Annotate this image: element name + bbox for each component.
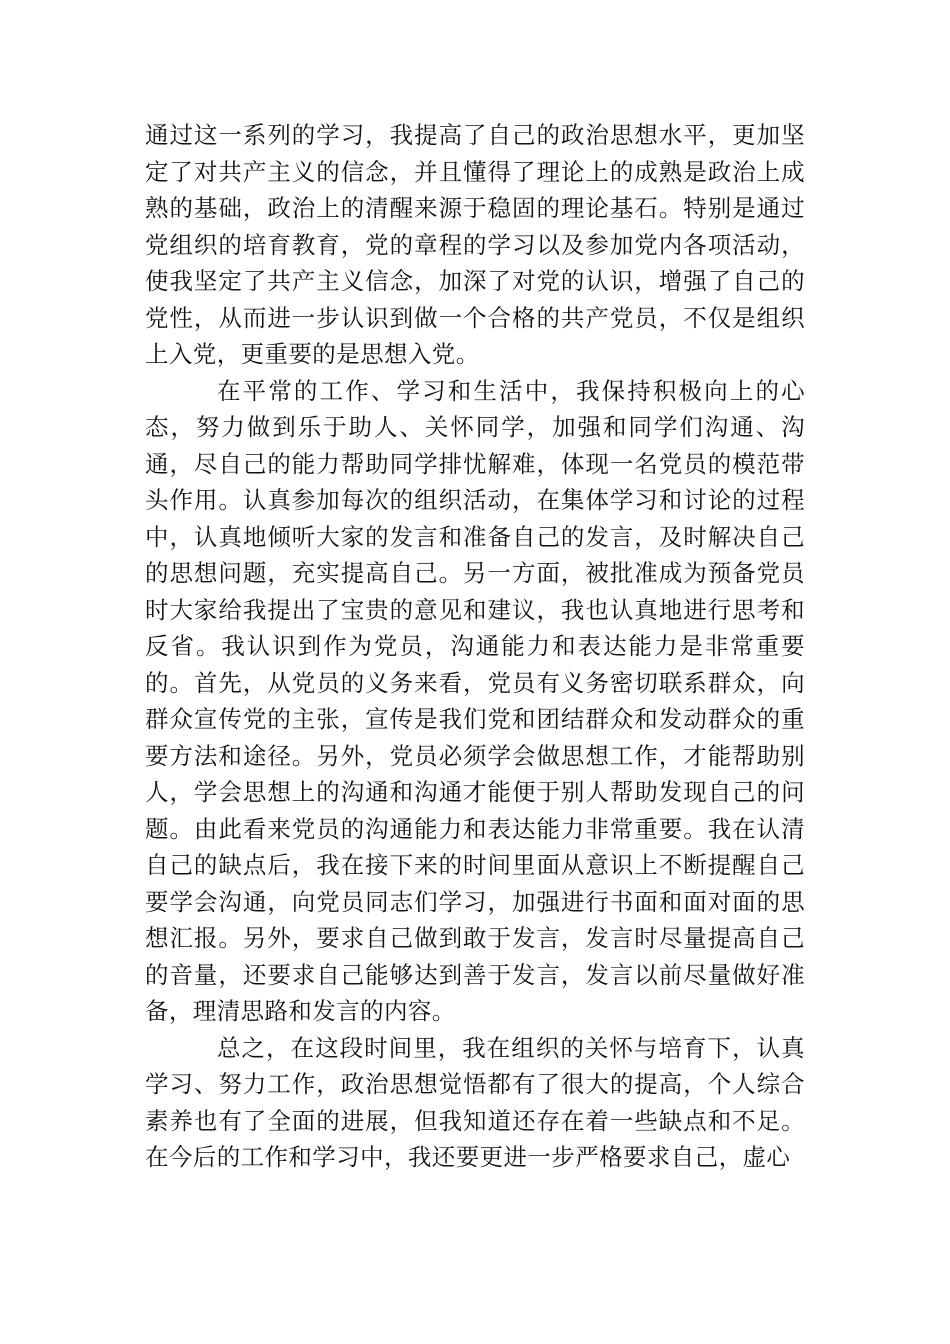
document-body xyxy=(145,117,805,1176)
paragraph-3: 总之，在这段时间里，我在组织的关怀与培育下，认真学习、努力工作，政治思想觉悟都有了很大的提高，个人综合素养也有了全面的进展，但我知道还存在着一些缺点和不足。在今后的工作和学习中，我还要更进一步严格要求自己，虚心 xyxy=(145,1033,805,1171)
paragraph-2: 在平常的工作、学习和生活中，我保持积极向上的心态，努力做到乐于助人、关怀同学，加强和同学们沟通、沟通，尽自己的能力帮助同学排忧解难，体现一名党员的模范带头作用。认真参加每次的组织活动，在集体学习和讨论的过程中，认真地倾听大家的发言和准备自己的发言，及时解决自己的思想问题，充实提高自己。另一方面，被批准成为预备党员时大家给我提出了宝贵的意见和建议，我也认真地进行思考和反省。我认识到作为党员，沟通能力和表达能力是非常重要的。首先，从党员的义务来看，党员有义务密切联系群众，向群众宣传党的主张，宣传是我们党和团结群众和发动群众的重要方法和途径。另外，党员必须学会做思想工作，才能帮助别人，学会思想上的沟通和沟通才能便于别人帮助发现自己的问题。由此看来党员的沟通能力和表达能力非常重要。我在认清自己的缺点后，我在接下来的时间里面从意识上不断提醒自己要学会沟通，向党员同志们学习，加强进行书面和面对面的思想汇报。另外，要求自己做到敢于发言，发言时尽量提高自己的音量，还要求自己能够达到善于发言，发言以前尽量做好准备，理清思路和发言的内容。 xyxy=(145,376,805,1025)
paragraph-1: 通过这一系列的学习，我提高了自己的政治思想水平，更加坚定了对共产主义的信念，并且懂得了理论上的成熟是政治上成熟的基础，政治上的清醒来源于稳固的理论基石。特别是通过党组织的培育教育，党的章程的学习以及参加党内各项活动，使我坚定了共产主义信念，加深了对党的认识，增强了自己的党性，从而进一步认识到做一个合格的共产党员，不仅是组织上入党，更重要的是思想入党。 xyxy=(145,121,805,368)
